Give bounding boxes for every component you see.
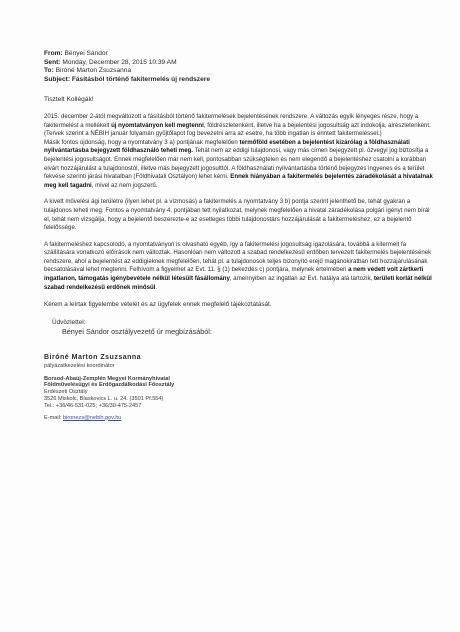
p2-bold-b: termőföld esetében a bejelentést kizárólag a földhasználati nyilvántartásba bejegyzett földhasználó teheti meg. xyxy=(44,138,410,155)
to-label: To: xyxy=(44,67,54,75)
regards: Üdvözlettel: xyxy=(52,318,86,326)
p4-text-a: A fakitermeléshez kapcsolódó, a nyomtatványon is olvasható egyéb, így a fakitermelési jogosultság igazolására, továbbá a kitermelt fa szállítására vonatkozó előírások nem változtak. Hasonlóan nem változott a szabad rendelkezésű erdőben tervezett fakitermelés bejelentésének rendszere, ahol a bejelentést az eddigieknek megfelelően, tehát pl. a tulajdonosok teljes bizonyító erejű magánokiratban tett hozzájárulásának becsatolásával lehet megtenni. Felhívom a figyelmet az Evt. 11. § (1) bekezdés c) pontjára, melynek értelmében xyxy=(44,240,432,274)
signature-org-1: Borsod-Abaúj-Zemplén Megyei Kormányhivatal xyxy=(44,375,170,382)
email-link[interactable]: bironezs@nebih.gov.hu xyxy=(62,414,122,421)
subject-row xyxy=(44,76,434,85)
p4-text-e: . xyxy=(155,283,158,291)
greeting: Tisztelt Kollégák! xyxy=(44,96,94,104)
paragraph-3: A kivett művelési ági területre (ilyen lehet pl. a vízmosás) a fakitermelés a nyomtatvány 3 b) pontja szerint jelenthető be, tehát gyakran a tulajdonos teheti meg. Fontos a nyomtatvány 4. pontjában tett nyilatkozat, melynek megfelelően a hivatal záradékolása polgári igényt nem bírál el, tehát nem vizsgálja, hogy a bejelentő beszerezte-e az esetleges többi tulajdonostárs hozzájárulását a fakitermeléshez, ez a bejelentő felelőssége. xyxy=(44,198,430,232)
delegate-line: Bényei Sándor osztályvezető úr megbízásából: xyxy=(62,327,212,337)
p2-text-e: , mivel az nem jogszerű. xyxy=(91,181,158,189)
sent-value: Monday, December 28, 2015 10:39 AM xyxy=(62,58,177,66)
p1-text-c: , földrészletenként, illetve ha a bejelentési jogosultság azt indokolja, alrészletenként. (Tervek szerint a NÉBIH január folyamán gyűjtőlapot fog bevezetni arra az esetre, ha több ingatlan is érintett fakitermeléssel.) xyxy=(44,121,431,138)
p2-text-c: Tehát nem az eddigi tulajdonosi, vagy más címen bejegyzett pl. özvegyi jog biztosítja a bejelentési jogosultságot. Ennek megfelelően már nem kell, pontosabban szükségtelen és nem elegendő a bejelentéshez csatolni a korábban elvárt hozzájárulást a tulajdonostól, illetve más bejegyzett jogosulttól. A földhasználati nyilvántartásba történő bejegyzés ingyenes és a terület fekvése szerinti járási hivatalban (Földhivatali Osztályon) lehet kérni. xyxy=(44,147,429,181)
closing-line: Kérem a leírtak figyelembe vételét és az ügyfelek ennek megfelelő tájékoztatását. xyxy=(44,301,272,309)
signature-name: Biróné Marton Zsuzsanna xyxy=(44,354,142,362)
subject-label: Subject: xyxy=(44,75,71,83)
signature-email-row xyxy=(44,415,434,422)
to-value: Biróné Marton Zsuzsanna xyxy=(55,67,132,75)
paragraph-1 xyxy=(44,113,434,190)
p2-bold-d: Ennek hiányában a fakitermelés bejelentés záradékolását a hivatalnak meg kell tagadni xyxy=(44,173,433,189)
subject-value: Fásításból történő fakitermelés új rendszere xyxy=(71,75,211,83)
p1-bold-b: új nyomtatványon kell megtenni xyxy=(111,121,204,129)
p2-text-a: Másik fontos újdonság, hogy a nyomtatvány 3 a) pontjának megfelelően xyxy=(44,138,240,146)
email-label: E-mail: xyxy=(44,414,63,421)
from-label: From: xyxy=(44,50,63,57)
signature-phone: Tel.: +36/46-531-025; +36/30-475-2457 xyxy=(44,402,142,409)
signature-role: pályázatkezelési koordinátor xyxy=(44,362,115,369)
signature-block xyxy=(44,354,434,421)
email-header xyxy=(44,50,434,84)
signature-address: 3526 Miskolc, Blaskovics L. u. 24. (3501 Pf.554) xyxy=(44,396,164,403)
sent-row xyxy=(44,59,434,68)
paragraph-4 xyxy=(44,241,434,293)
signature-org-2: Földművelésügyi és Erdőgazdálkodási Főosztály xyxy=(44,382,175,389)
p1-text-a: 2015. december 2-ától megváltozott a fásításból történő fakitermelések bejelentésének rendszere. A változás egyik lényeges része, hogy a fakitermelést a mellékelt xyxy=(44,112,419,129)
signature-dept: Erdészeti Osztály xyxy=(44,389,88,396)
p4-text-c: , amennyiben az ingatlan az Evt. hatálya alá tartozik, xyxy=(229,275,374,283)
from-value: Bényei Sándor xyxy=(64,50,108,57)
sent-label: Sent: xyxy=(44,58,61,66)
from-row xyxy=(44,50,434,59)
p4-bold-d: területi korlát nélkül szabad rendelkezésű erdőnek minősül xyxy=(44,275,432,291)
p4-bold-b: a nem védett volt zártkerti ingatlanon, támogatás igénybevétele nélkül létesült fásállomány xyxy=(44,266,424,283)
to-row xyxy=(44,67,434,76)
